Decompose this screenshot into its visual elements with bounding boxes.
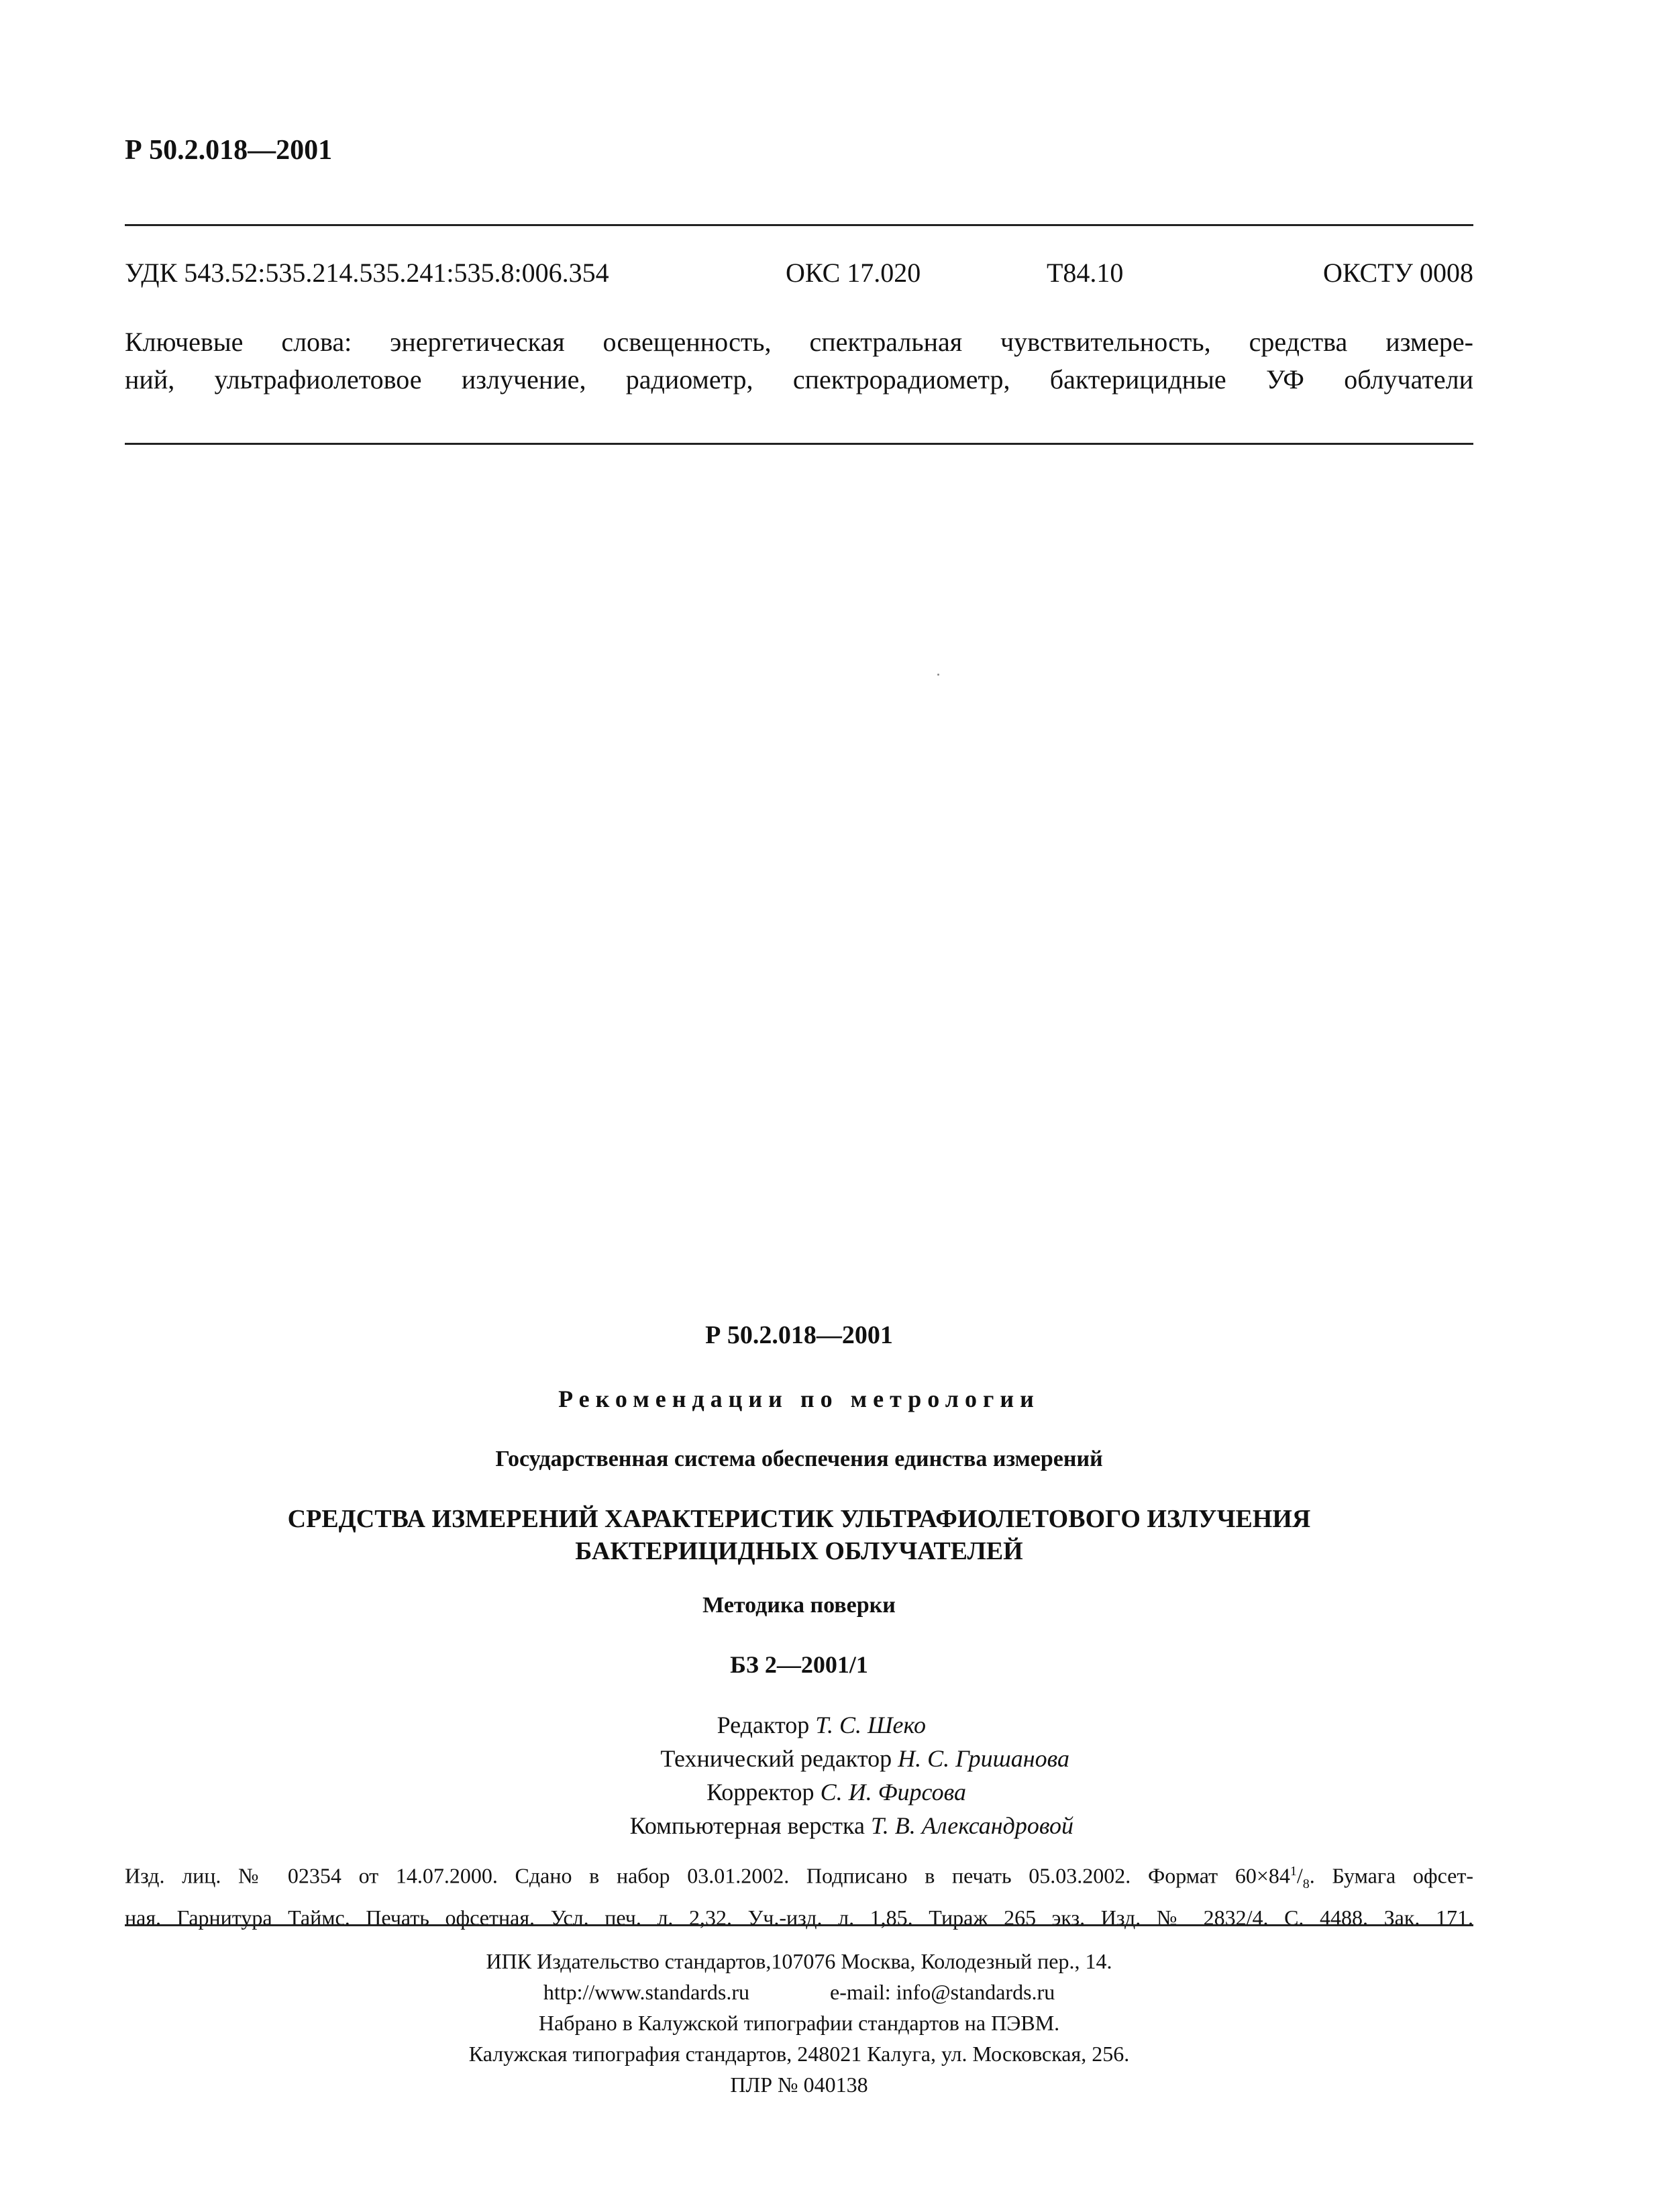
t-code: Т84.10	[1047, 258, 1124, 288]
publisher-website[interactable]: http://www.standards.ru	[543, 1980, 750, 2004]
credits-block	[470, 1708, 1073, 1842]
credit-row	[470, 1742, 1073, 1775]
okstu-code: ОКСТУ 0008	[1322, 258, 1473, 288]
keywords-block	[125, 323, 1473, 399]
keywords-line-1: Ключевые слова: энергетическая освещенность, спектральная чувствительность, средства измере-	[125, 327, 1473, 357]
typeset-note: Набрано в Калужской типографии стандартов на ПЭВМ.	[538, 2011, 1060, 2035]
scan-speck	[937, 674, 939, 676]
credit-row	[470, 1708, 1073, 1742]
colophon-title	[125, 1503, 1473, 1567]
imprint-line-1-text: Изд. лиц. № 02354 от 14.07.2000. Сдано в набор 03.01.2002. Подписано в печать 05.03.2002. Формат 60×84	[125, 1863, 1290, 1888]
colophon-code: Р 50.2.018—2001	[705, 1321, 893, 1349]
publisher-contacts	[125, 1977, 1473, 2007]
oks-code: ОКС 17.020	[786, 258, 921, 288]
credit-person: Т. В. Александровой	[870, 1812, 1073, 1839]
colophon-method: Методика поверки	[702, 1593, 896, 1618]
colophon-title-line-2: БАКТЕРИЦИДНЫХ ОБЛУЧАТЕЛЕЙ	[575, 1537, 1023, 1565]
credit-role: Корректор	[706, 1779, 815, 1805]
imprint-block	[125, 1854, 1473, 1934]
credit-role: Компьютерная верстка	[629, 1812, 865, 1839]
credit-person: Н. С. Гришанова	[898, 1745, 1069, 1772]
publisher-footer	[125, 1946, 1473, 2100]
keywords-line-2: ний, ультрафиолетовое излучение, радиометр, спектрорадиометр, бактерицидные УФ облучатели	[125, 364, 1473, 395]
colophon-system: Государственная система обеспечения единства измерений	[495, 1447, 1103, 1471]
imprint-line-2: ная. Гарнитура Таймс. Печать офсетная. Усл. печ. л. 2,32. Уч.-изд. л. 1,85. Тираж 265 экз. Изд. № 2832/4. С. 4488. Зак. 171.	[125, 1905, 1473, 1930]
printer-address: Калужская типография стандартов, 248021 Калуга, ул. Московская, 256.	[468, 2042, 1130, 2066]
credit-person: С. И. Фирсова	[820, 1779, 966, 1805]
credit-person: Т. С. Шеко	[815, 1712, 926, 1738]
classification-row	[125, 257, 1473, 295]
top-divider	[125, 224, 1473, 226]
imprint-line-1: Изд. лиц. № 02354 от 14.07.2000. Сдано в набор 03.01.2002. Подписано в печать 05.03.2002. Формат $60\times 84^1/_8$. Бумага офсет-	[125, 1863, 1474, 1892]
keywords-divider	[125, 443, 1473, 445]
publisher-email[interactable]: e-mail: info@standards.ru	[830, 1980, 1055, 2004]
credit-role: Редактор	[717, 1712, 810, 1738]
imprint-divider	[125, 1924, 1473, 1926]
imprint-line-1-tail: . Бумага офсет-	[1309, 1863, 1474, 1888]
credit-row	[470, 1809, 1073, 1842]
plr-number: ПЛР № 040138	[730, 2073, 868, 2097]
credit-role: Технический редактор	[660, 1745, 892, 1772]
format-fraction-denominator: 8	[1302, 1877, 1310, 1892]
credit-row	[470, 1775, 1073, 1809]
udk-code: УДК 543.52:535.214.535.241:535.8:006.354	[125, 258, 609, 288]
colophon-series: Рекомендации по метрологии	[558, 1385, 1040, 1412]
format-fraction-numerator: 1	[1290, 1864, 1297, 1879]
colophon-bz: БЗ 2—2001/1	[730, 1651, 868, 1678]
document-code: Р 50.2.018—2001	[125, 135, 333, 166]
publisher-address: ИПК Издательство стандартов,107076 Москва, Колодезный пер., 14.	[486, 1949, 1112, 1973]
colophon-title-line-1: СРЕДСТВА ИЗМЕРЕНИЙ ХАРАКТЕРИСТИК УЛЬТРАФИОЛЕТОВОГО ИЗЛУЧЕНИЯ	[287, 1505, 1311, 1533]
